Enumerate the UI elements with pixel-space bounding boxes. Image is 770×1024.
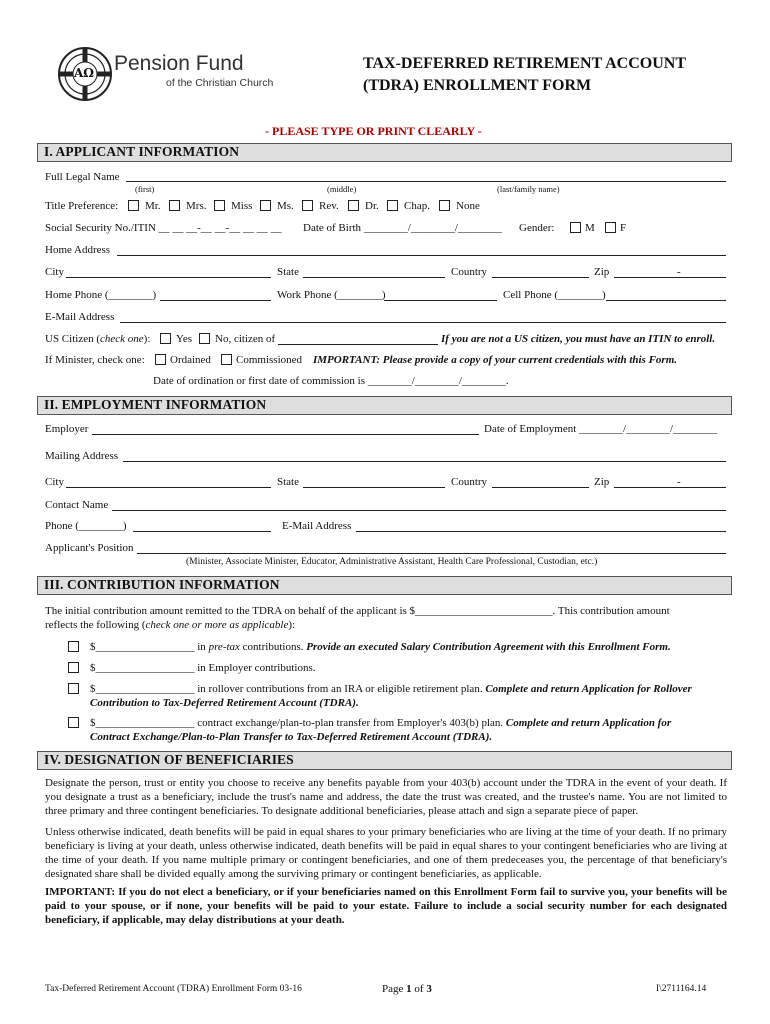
us-citizen-no-label: No, citizen of xyxy=(215,333,276,345)
section-contribution-info xyxy=(37,576,732,595)
title-miss-checkbox[interactable] xyxy=(214,200,225,211)
us-citizen-text: US Citizen ( xyxy=(45,333,100,345)
employer-email-field[interactable] xyxy=(356,531,726,532)
full-legal-name-field[interactable] xyxy=(126,181,726,182)
us-citizen-yes-checkbox[interactable] xyxy=(160,333,171,344)
title-none-label: None xyxy=(456,200,480,212)
employer-phone-label: Phone (________) xyxy=(45,520,127,532)
contract-exchange-instruction-cont: Contract Exchange/Plan-to-Plan Transfer to Tax-Deferred Retirement Account (TDRA). xyxy=(90,731,493,743)
contribution-intro-line1: The initial contribution amount remitted to the TDRA on behalf of the applicant is $_________________________. This contribution amount xyxy=(45,605,670,617)
ordination-date-field[interactable]: Date of ordination or first date of commission is ________/________/________. xyxy=(153,375,509,387)
itin-note: If you are not a US citizen, you must have an ITIN to enroll. xyxy=(441,333,716,345)
employer-zip-dash: - xyxy=(677,476,681,488)
employer-contrib-checkbox[interactable] xyxy=(68,662,79,673)
home-phone-field[interactable] xyxy=(160,300,271,301)
citizen-of-field[interactable] xyxy=(278,344,438,345)
state-label: State xyxy=(277,266,299,278)
beneficiary-important: IMPORTANT: If you do not elect a beneficiary, or if your beneficiaries named on this Enrollment Form fail to survive you, your benefits will be paid to your spouse, or if none, your benefits will be paid to your estate. Failure to include a social security number for each designated beneficiary, if applicable, may delay distributions at your death. xyxy=(45,886,727,926)
first-name-hint: (first) xyxy=(135,184,155,194)
rollover-item xyxy=(90,683,692,695)
contract-exchange-text: $__________________ contract exchange/plan-to-plan transfer from Employer's 403(b) plan. xyxy=(90,717,506,729)
zip-label: Zip xyxy=(594,266,610,278)
title-rev-checkbox[interactable] xyxy=(302,200,313,211)
beneficiary-paragraph-1: Designate the person, trust or entity you choose to receive any benefits payable from your 403(b) account under the TDRA in the event of your death. If you designate a trust as a beneficiary, include the trust's name and address, the date the trust was created, and the trustee's name. You are not limited to three primary and three contingent beneficiaries. To designate additional beneficiaries, please attach and sign a separate piece of paper. xyxy=(45,777,727,817)
applicant-position-field[interactable] xyxy=(137,553,726,554)
page-prefix: Page xyxy=(382,983,407,995)
ordained-checkbox[interactable] xyxy=(155,354,166,365)
contract-exchange-item xyxy=(90,717,671,729)
contact-name-field[interactable] xyxy=(112,510,726,511)
email-label: E-Mail Address xyxy=(45,311,115,323)
footer-form-name: Tax-Deferred Retirement Account (TDRA) Enrollment Form 03-16 xyxy=(45,984,302,994)
country-label: Country xyxy=(451,266,488,278)
title-preference-label: Title Preference: xyxy=(45,200,119,212)
us-citizen-close: ): xyxy=(143,333,151,345)
title-rev-label: Rev. xyxy=(319,200,339,212)
title-dr-label: Dr. xyxy=(365,200,379,212)
title-miss-label: Miss xyxy=(231,200,253,212)
page-total: 3 xyxy=(426,983,432,995)
employer-contrib-item: $__________________ in Employer contributions. xyxy=(90,662,316,674)
section-beneficiaries xyxy=(37,751,732,770)
employer-label: Employer xyxy=(45,423,89,435)
title-ms-label: Ms. xyxy=(277,200,294,212)
zip-dash: - xyxy=(677,266,681,278)
us-citizen-yes-label: Yes xyxy=(176,333,193,345)
title-chap-checkbox[interactable] xyxy=(387,200,398,211)
contact-name-label: Contact Name xyxy=(45,499,109,511)
cell-phone-label: Cell Phone (________) xyxy=(503,289,606,301)
work-phone-field[interactable] xyxy=(384,300,497,301)
gender-m-checkbox[interactable] xyxy=(570,222,581,233)
title-none-checkbox[interactable] xyxy=(439,200,450,211)
title-mr-label: Mr. xyxy=(145,200,161,212)
mailing-address-field[interactable] xyxy=(123,461,726,462)
logo xyxy=(57,46,113,102)
page-num: 1 xyxy=(406,983,412,995)
form-title-line2: (TDRA) ENROLLMENT FORM xyxy=(363,77,592,94)
logo-letters: AΩ xyxy=(74,66,94,80)
contract-exchange-checkbox[interactable] xyxy=(68,717,79,728)
last-name-hint: (last/family name) xyxy=(497,184,560,194)
credentials-note: IMPORTANT: Please provide a copy of your current credentials with this Form. xyxy=(313,354,678,366)
footer-code: I\2711164.14 xyxy=(656,984,707,994)
gender-f-checkbox[interactable] xyxy=(605,222,616,233)
title-mr-checkbox[interactable] xyxy=(128,200,139,211)
pretax-italic: pre-tax xyxy=(208,641,240,653)
home-phone-label: Home Phone (________) xyxy=(45,289,157,301)
ssn-field[interactable]: Social Security No./ITIN __ __ __-__ __-__ __ __ __ xyxy=(45,222,282,234)
gender-label: Gender: xyxy=(519,222,555,234)
pretax-amount: $__________________ in xyxy=(90,641,209,653)
city-label: City xyxy=(45,266,64,278)
beneficiary-paragraph-2: Unless otherwise indicated, death benefits will be paid in equal shares to your primary beneficiaries who are living at the time of your death. If no primary beneficiary is living at your death, unless otherwise indicated, death benefits will be paid in equal shares to your contingent beneficiaries who are living at the time of your death. If you name multiple primary or contingent beneficiaries, and one of them predeceases you, the percentage of that beneficiary's designated share shall be divided equally among the surviving primary or contingent beneficiaries, as applicable. xyxy=(45,826,727,880)
page-of: of xyxy=(411,983,427,995)
section-heading: III. CONTRIBUTION INFORMATION xyxy=(44,577,280,592)
org-name: Pension Fund xyxy=(114,52,244,75)
date-of-birth-field[interactable]: Date of Birth ________/________/________ xyxy=(303,222,502,234)
intro-text: reflects the following ( xyxy=(45,619,146,631)
work-phone-label: Work Phone (________) xyxy=(277,289,386,301)
employer-field[interactable] xyxy=(92,434,479,435)
gender-f-label: F xyxy=(620,222,627,234)
employer-email-label: E-Mail Address xyxy=(282,520,352,532)
section-heading: II. EMPLOYMENT INFORMATION xyxy=(44,397,267,412)
check-one-text: check one xyxy=(100,333,144,345)
email-field[interactable] xyxy=(120,322,726,323)
pretax-suffix: contributions. xyxy=(239,641,307,653)
employer-zip-label: Zip xyxy=(594,476,610,488)
employer-zip-field[interactable] xyxy=(614,487,726,488)
title-dr-checkbox[interactable] xyxy=(348,200,359,211)
date-of-employment-field[interactable]: Date of Employment ________/________/________ xyxy=(484,423,718,435)
home-address-field[interactable] xyxy=(117,255,726,256)
country-field[interactable] xyxy=(492,277,589,278)
employer-country-field[interactable] xyxy=(492,487,589,488)
commissioned-label: Commissioned xyxy=(236,354,303,366)
commissioned-checkbox[interactable] xyxy=(221,354,232,365)
ordained-label: Ordained xyxy=(170,354,211,366)
us-citizen-no-checkbox[interactable] xyxy=(199,333,210,344)
gender-m-label: M xyxy=(585,222,595,234)
contract-exchange-instruction: Complete and return Application for xyxy=(505,717,672,729)
rollover-instruction-cont: Contribution to Tax-Deferred Retirement Account (TDRA). xyxy=(90,697,359,709)
pretax-instruction: Provide an executed Salary Contribution Agreement with this Enrollment Form. xyxy=(306,641,671,653)
us-citizen-label xyxy=(45,333,150,345)
applicant-position-label: Applicant's Position xyxy=(45,542,134,554)
if-minister-label: If Minister, check one: xyxy=(45,354,145,366)
form-title-line1: TAX-DEFERRED RETIREMENT ACCOUNT xyxy=(363,55,686,72)
position-examples: (Minister, Associate Minister, Educator, Administrative Assistant, Health Care Professional, Custodian, etc.) xyxy=(186,557,598,567)
org-subtitle: of the Christian Church xyxy=(166,77,274,89)
pretax-checkbox[interactable] xyxy=(68,641,79,652)
cell-phone-field[interactable] xyxy=(606,300,726,301)
middle-name-hint: (middle) xyxy=(327,184,357,194)
employer-country-label: Country xyxy=(451,476,488,488)
title-mrs-label: Mrs. xyxy=(186,200,207,212)
employer-city-label: City xyxy=(45,476,64,488)
section-heading: I. APPLICANT INFORMATION xyxy=(44,144,240,159)
title-mrs-checkbox[interactable] xyxy=(169,200,180,211)
mailing-address-label: Mailing Address xyxy=(45,450,119,462)
contribution-intro-line2 xyxy=(45,619,295,631)
section-applicant-info xyxy=(37,143,732,162)
rollover-text: $__________________ in rollover contributions from an IRA or eligible retirement plan. xyxy=(90,683,486,695)
intro-close-text: ): xyxy=(288,619,296,631)
state-field[interactable] xyxy=(303,277,445,278)
employer-state-field[interactable] xyxy=(303,487,445,488)
home-address-label: Home Address xyxy=(45,244,111,256)
section-heading: IV. DESIGNATION OF BENEFICIARIES xyxy=(44,752,294,767)
section-employment-info xyxy=(37,396,732,415)
intro-italic-text: check one or more as applicable xyxy=(145,619,289,631)
employer-phone-field[interactable] xyxy=(133,531,271,532)
full-legal-name-label: Full Legal Name xyxy=(45,171,120,183)
rollover-instruction: Complete and return Application for Rollover xyxy=(485,683,692,695)
zip-field[interactable] xyxy=(614,277,726,278)
pretax-item xyxy=(90,641,671,653)
title-chap-label: Chap. xyxy=(404,200,430,212)
title-ms-checkbox[interactable] xyxy=(260,200,271,211)
employer-city-field[interactable] xyxy=(66,487,271,488)
print-notice: - PLEASE TYPE OR PRINT CLEARLY - xyxy=(265,124,482,138)
employer-state-label: State xyxy=(277,476,299,488)
rollover-checkbox[interactable] xyxy=(68,683,79,694)
city-field[interactable] xyxy=(66,277,271,278)
footer-page-number xyxy=(382,983,432,995)
